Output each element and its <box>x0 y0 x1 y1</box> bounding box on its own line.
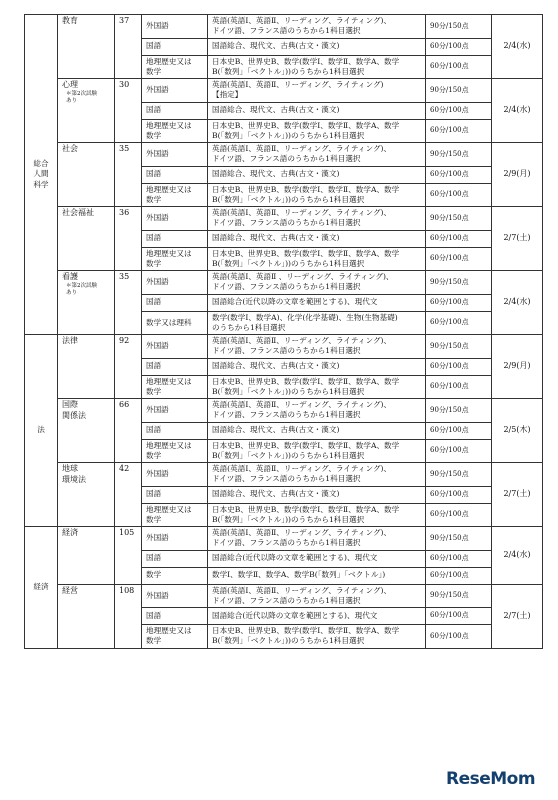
content-cell: 国語総合、現代文、古典(古文・漢文) <box>208 422 426 439</box>
exam-date-cell: 2/7(土) <box>492 207 543 271</box>
time-points-cell: 60分/100点 <box>426 486 492 503</box>
time-points-cell: 60分/100点 <box>426 422 492 439</box>
department-name: 国際 <box>62 400 78 409</box>
subject-cell: 外国語 <box>142 143 208 167</box>
capacity-cell: 105 <box>115 527 142 585</box>
content-cell: 国語総合、現代文、古典(古文・漢文) <box>208 38 426 55</box>
time-points-cell: 60分/100点 <box>426 439 492 463</box>
content-cell: 英語(英語Ⅰ、英語Ⅱ、リーディング、ライティング)、 ドイツ語、フランス語のうちから1科目選択 <box>208 584 426 608</box>
subject-cell: 地理歴史又は 数学 <box>142 503 208 527</box>
content-cell: 数学(数学Ⅰ、数学A)、化学(化学基礎)、生物(生物基礎) のうちから1科目選択 <box>208 311 426 335</box>
time-points-cell: 90分/150点 <box>426 527 492 551</box>
content-cell: 日本史B、世界史B、数学(数学Ⅰ、数学Ⅱ、数学A、数学 B(「数列」「ベクトル」))のうちから1科目選択 <box>208 119 426 143</box>
faculty-name: 人間 <box>33 169 49 179</box>
time-points-cell: 90分/150点 <box>426 584 492 608</box>
time-points-cell: 60分/100点 <box>426 102 492 119</box>
department-cell <box>58 527 115 585</box>
faculty-name: 科学 <box>33 179 49 189</box>
department-name: 心理 <box>62 80 78 89</box>
capacity-cell: 37 <box>115 15 142 79</box>
capacity-cell: 35 <box>115 143 142 207</box>
subject-cell: 外国語 <box>142 584 208 608</box>
content-cell: 英語(英語Ⅰ、英語Ⅱ、リーディング、ライティング)、 ドイツ語、フランス語のうちから1科目選択 <box>208 15 426 39</box>
faculty-name: 法 <box>37 425 45 435</box>
content-cell: 国語総合(近代以降の文章を範囲とする)、現代文 <box>208 550 426 567</box>
content-cell: 英語(英語Ⅰ、英語Ⅱ、リーディング、ライティング)、 ドイツ語、フランス語のうちから1科目選択 <box>208 207 426 231</box>
capacity-cell: 35 <box>115 271 142 335</box>
department-name: 社会 <box>62 144 78 153</box>
time-points-cell: 60分/100点 <box>426 38 492 55</box>
subject-cell: 国語 <box>142 38 208 55</box>
capacity-cell: 92 <box>115 335 142 399</box>
content-cell: 日本史B、世界史B、数学(数学Ⅰ、数学Ⅱ、数学A、数学 B(「数列」「ベクトル」))のうちから1科目選択 <box>208 247 426 271</box>
time-points-cell: 90分/150点 <box>426 143 492 167</box>
capacity-cell: 66 <box>115 399 142 463</box>
content-cell: 国語総合、現代文、古典(古文・漢文) <box>208 166 426 183</box>
content-cell: 国語総合、現代文、古典(古文・漢文) <box>208 358 426 375</box>
content-cell: 国語総合、現代文、古典(古文・漢文) <box>208 230 426 247</box>
time-points-cell: 60分/100点 <box>426 503 492 527</box>
content-cell: 英語(英語Ⅰ、英語Ⅱ、リーディング、ライティング)、 ドイツ語、フランス語のうちから1科目選択 <box>208 463 426 487</box>
exam-date-cell: 2/5(木) <box>492 399 543 463</box>
department-cell <box>58 584 115 648</box>
subject-cell: 地理歴史又は 数学 <box>142 55 208 79</box>
subject-cell: 国語 <box>142 486 208 503</box>
content-cell: 国語総合、現代文、古典(古文・漢文) <box>208 486 426 503</box>
subject-cell: 地理歴史又は 数学 <box>142 625 208 649</box>
subject-cell: 外国語 <box>142 527 208 551</box>
subject-cell: 外国語 <box>142 15 208 39</box>
content-cell: 数学Ⅰ、数学Ⅱ、数学A、数学B(「数列」「ベクトル」) <box>208 567 426 584</box>
department-cell <box>58 335 115 399</box>
content-cell: 英語(英語Ⅰ、英語Ⅱ 、リーディング、ライティング)、 ドイツ語、フランス語のうちから1科目選択 <box>208 271 426 295</box>
time-points-cell: 60分/100点 <box>426 311 492 335</box>
subject-cell: 地理歴史又は 数学 <box>142 119 208 143</box>
capacity-cell: 108 <box>115 584 142 648</box>
content-cell: 英語(英語Ⅰ、英語Ⅱ、リーディング、ライティング)、 ドイツ語、フランス語のうちから1科目選択 <box>208 527 426 551</box>
faculty-cell <box>25 335 58 527</box>
subject-cell: 外国語 <box>142 399 208 423</box>
table-row <box>25 15 543 39</box>
table-row <box>25 335 543 359</box>
exam-date-cell: 2/9(月) <box>492 143 543 207</box>
table-row <box>25 527 543 551</box>
faculty-name: 経済 <box>33 582 49 592</box>
subject-cell: 国語 <box>142 358 208 375</box>
department-name: 経営 <box>62 585 78 595</box>
content-cell: 日本史B、世界史B、数学(数学Ⅰ、数学Ⅱ、数学A、数学 B(「数列」「ベクトル」))のうちから1科目選択 <box>208 439 426 463</box>
content-cell: 日本史B、世界史B、数学(数学Ⅰ、数学Ⅱ、数学A、数学 B(「数列」「ベクトル」))のうちから1科目選択 <box>208 625 426 649</box>
exam-note: ＊第2次試験 <box>66 90 97 97</box>
subject-cell: 国語 <box>142 230 208 247</box>
content-cell: 国語総合(近代以降の文章を範囲とする)、現代文 <box>208 294 426 311</box>
department-cell <box>58 463 115 527</box>
time-points-cell: 60分/100点 <box>426 183 492 207</box>
table-row <box>25 143 543 167</box>
table-row <box>25 399 543 423</box>
subject-cell: 数学 <box>142 567 208 584</box>
time-points-cell: 60分/100点 <box>426 375 492 399</box>
faculty-cell <box>25 15 58 335</box>
time-points-cell: 90分/150点 <box>426 335 492 359</box>
table-row <box>25 79 543 103</box>
content-cell: 国語総合(近代以降の文章を範囲とする)、現代文 <box>208 608 426 625</box>
time-points-cell: 90分/150点 <box>426 79 492 103</box>
content-cell: 日本史B、世界史B、数学(数学Ⅰ、数学Ⅱ、数学A、数学 B(「数列」「ベクトル」))のうちから1科目選択 <box>208 375 426 399</box>
table-row <box>25 463 543 487</box>
department-cell <box>58 399 115 463</box>
capacity-cell: 30 <box>115 79 142 143</box>
table-row <box>25 584 543 608</box>
subject-cell: 国語 <box>142 294 208 311</box>
resemom-logo: ReseMom <box>446 769 536 789</box>
time-points-cell: 90分/150点 <box>426 399 492 423</box>
time-points-cell: 60分/100点 <box>426 358 492 375</box>
time-points-cell: 60分/100点 <box>426 550 492 567</box>
department-cell <box>58 79 115 143</box>
time-points-cell: 60分/100点 <box>426 55 492 79</box>
subject-cell: 外国語 <box>142 463 208 487</box>
department-cell <box>58 207 115 271</box>
subject-cell: 国語 <box>142 422 208 439</box>
subject-cell: 国語 <box>142 608 208 625</box>
time-points-cell: 60分/100点 <box>426 294 492 311</box>
subject-cell: 数学又は理科 <box>142 311 208 335</box>
exam-date-cell: 2/4(水) <box>492 79 543 143</box>
time-points-cell: 60分/100点 <box>426 247 492 271</box>
subject-cell: 地理歴史又は 数学 <box>142 375 208 399</box>
exam-note: あり <box>66 290 78 297</box>
content-cell: 日本史B、世界史B、数学(数学Ⅰ、数学Ⅱ、数学A、数学 B(「数列」「ベクトル」))のうちから1科目選択 <box>208 183 426 207</box>
subject-cell: 国語 <box>142 550 208 567</box>
exam-note: あり <box>66 98 78 105</box>
department-name: 社会福祉 <box>62 208 94 217</box>
exam-date-cell: 2/7(土) <box>492 584 543 648</box>
department-name: 法律 <box>62 336 78 345</box>
faculty-name: 総合 <box>33 159 49 169</box>
department-name: 教育 <box>62 16 78 25</box>
time-points-cell: 60分/100点 <box>426 166 492 183</box>
content-cell: 英語(英語Ⅰ、英語Ⅱ、リーディング、ライティング)、 ドイツ語、フランス語のうちから1科目選択 <box>208 399 426 423</box>
department-cell <box>58 143 115 207</box>
content-cell: 日本史B、世界史B、数学(数学Ⅰ、数学Ⅱ、数学A、数学 B(「数列」「ベクトル」))のうちから1科目選択 <box>208 55 426 79</box>
subject-cell: 国語 <box>142 166 208 183</box>
exam-date-cell: 2/4(水) <box>492 15 543 79</box>
time-points-cell: 90分/150点 <box>426 15 492 39</box>
time-points-cell: 90分/150点 <box>426 463 492 487</box>
faculty-cell <box>25 527 58 649</box>
exam-date-cell: 2/4(水) <box>492 271 543 335</box>
capacity-cell: 42 <box>115 463 142 527</box>
content-cell: 国語総合、現代文、古典(古文・漢文) <box>208 102 426 119</box>
department-name: 経済 <box>62 528 78 537</box>
exam-date-cell: 2/4(水) <box>492 527 543 585</box>
subject-cell: 地理歴史又は 数学 <box>142 439 208 463</box>
exam-date-cell: 2/7(土) <box>492 463 543 527</box>
time-points-cell: 90分/150点 <box>426 207 492 231</box>
exam-date-cell: 2/9(月) <box>492 335 543 399</box>
department-name: 地球 <box>62 464 78 473</box>
subject-cell: 地理歴史又は 数学 <box>142 247 208 271</box>
content-cell: 英語(英語Ⅰ、英語Ⅱ、リーディング、ライティング)、 ドイツ語、フランス語のうちから1科目選択 <box>208 143 426 167</box>
department-cell <box>58 15 115 79</box>
exam-schedule-table <box>24 14 543 649</box>
time-points-cell: 90分/150点 <box>426 271 492 295</box>
time-points-cell: 60分/100点 <box>426 608 492 625</box>
department-name: 看護 <box>62 272 78 281</box>
department-cell <box>58 271 115 335</box>
content-cell: 英語(英語Ⅰ、英語Ⅱ、リーディング、ライティング) 【指定】 <box>208 79 426 103</box>
department-name: 関係法 <box>62 410 86 420</box>
subject-cell: 地理歴史又は 数学 <box>142 183 208 207</box>
time-points-cell: 60分/100点 <box>426 625 492 649</box>
subject-cell: 国語 <box>142 102 208 119</box>
exam-note: ＊第2次試験 <box>66 282 97 289</box>
department-name: 環境法 <box>62 474 86 484</box>
subject-cell: 外国語 <box>142 79 208 103</box>
content-cell: 英語(英語Ⅰ、英語Ⅱ、リーディング、ライティング)、 ドイツ語、フランス語のうちから1科目選択 <box>208 335 426 359</box>
time-points-cell: 60分/100点 <box>426 567 492 584</box>
table-row <box>25 271 543 295</box>
time-points-cell: 60分/100点 <box>426 119 492 143</box>
content-cell: 日本史B、世界史B、数学(数学Ⅰ、数学Ⅱ、数学A、数学 B(「数列」「ベクトル」))のうちから1科目選択 <box>208 503 426 527</box>
subject-cell: 外国語 <box>142 335 208 359</box>
capacity-cell: 36 <box>115 207 142 271</box>
table-row <box>25 207 543 231</box>
time-points-cell: 60分/100点 <box>426 230 492 247</box>
subject-cell: 外国語 <box>142 271 208 295</box>
subject-cell: 外国語 <box>142 207 208 231</box>
